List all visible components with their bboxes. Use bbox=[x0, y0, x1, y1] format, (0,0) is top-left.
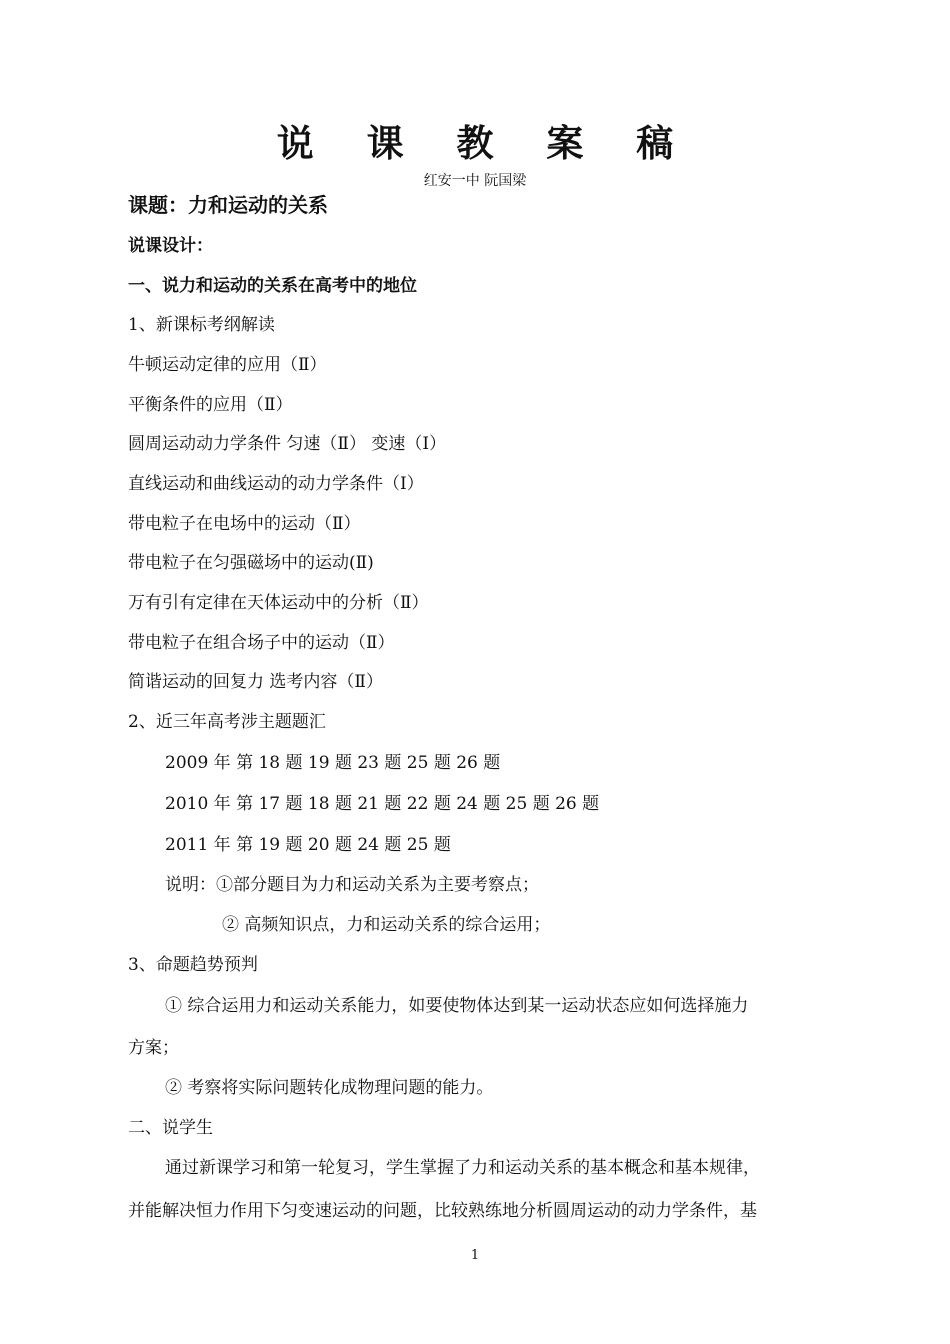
syllabus-item: 牛顿运动定律的应用（Ⅱ） bbox=[128, 355, 327, 375]
topic-heading: 课题：力和运动的关系 bbox=[128, 193, 328, 217]
syllabus-item: 万有引有定律在天体运动中的分析（Ⅱ） bbox=[128, 593, 429, 613]
trend-paragraph: ① 综合运用力和运动关系能力，如要使物体达到某一运动状态应如何选择施力 bbox=[165, 996, 749, 1016]
exam-year-row: 2011 年 第 19 题 20 题 24 题 25 题 bbox=[165, 835, 451, 855]
student-paragraph: 通过新课学习和第一轮复习，学生掌握了力和运动关系的基本概念和基本规律， bbox=[165, 1158, 760, 1178]
trend-paragraph-cont: 方案； bbox=[128, 1038, 179, 1058]
section2-heading: 二、说学生 bbox=[128, 1118, 213, 1138]
note-line: ② 高频知识点，力和运动关系的综合运用； bbox=[222, 915, 551, 935]
exam-year-row: 2010 年 第 17 题 18 题 21 题 22 题 24 题 25 题 26 题 bbox=[165, 794, 600, 814]
syllabus-item: 直线运动和曲线运动的动力学条件（Ⅰ） bbox=[128, 474, 424, 494]
sub1-heading: 1、新课标考纲解读 bbox=[128, 315, 275, 335]
syllabus-item: 带电粒子在匀强磁场中的运动(Ⅱ) bbox=[128, 553, 374, 573]
syllabus-item: 圆周运动动力学条件 匀速（Ⅱ） 变速（Ⅰ） bbox=[128, 434, 447, 454]
syllabus-item: 平衡条件的应用（Ⅱ） bbox=[128, 395, 293, 415]
note-line: 说明：①部分题目为力和运动关系为主要考察点； bbox=[165, 875, 539, 895]
author-line: 红安一中 阮国梁 bbox=[423, 173, 527, 189]
trend-paragraph: ② 考察将实际问题转化成物理问题的能力。 bbox=[165, 1078, 494, 1098]
sub3-heading: 3、命题趋势预判 bbox=[128, 955, 258, 975]
section1-heading: 一、说力和运动的关系在高考中的地位 bbox=[128, 276, 417, 296]
design-heading: 说课设计： bbox=[128, 236, 213, 256]
student-paragraph-cont: 并能解决恒力作用下匀变速运动的问题，比较熟练地分析圆周运动的动力学条件，基 bbox=[128, 1201, 757, 1221]
document-title: 说 课 教 案 稿 bbox=[276, 122, 694, 165]
syllabus-item: 带电粒子在组合场子中的运动（Ⅱ） bbox=[128, 633, 395, 653]
sub2-heading: 2、近三年高考涉主题题汇 bbox=[128, 712, 326, 732]
syllabus-item: 带电粒子在电场中的运动（Ⅱ） bbox=[128, 514, 361, 534]
exam-year-row: 2009 年 第 18 题 19 题 23 题 25 题 26 题 bbox=[165, 753, 501, 773]
page-number: 1 bbox=[470, 1248, 480, 1263]
syllabus-item: 简谐运动的回复力 选考内容（Ⅱ） bbox=[128, 672, 383, 692]
